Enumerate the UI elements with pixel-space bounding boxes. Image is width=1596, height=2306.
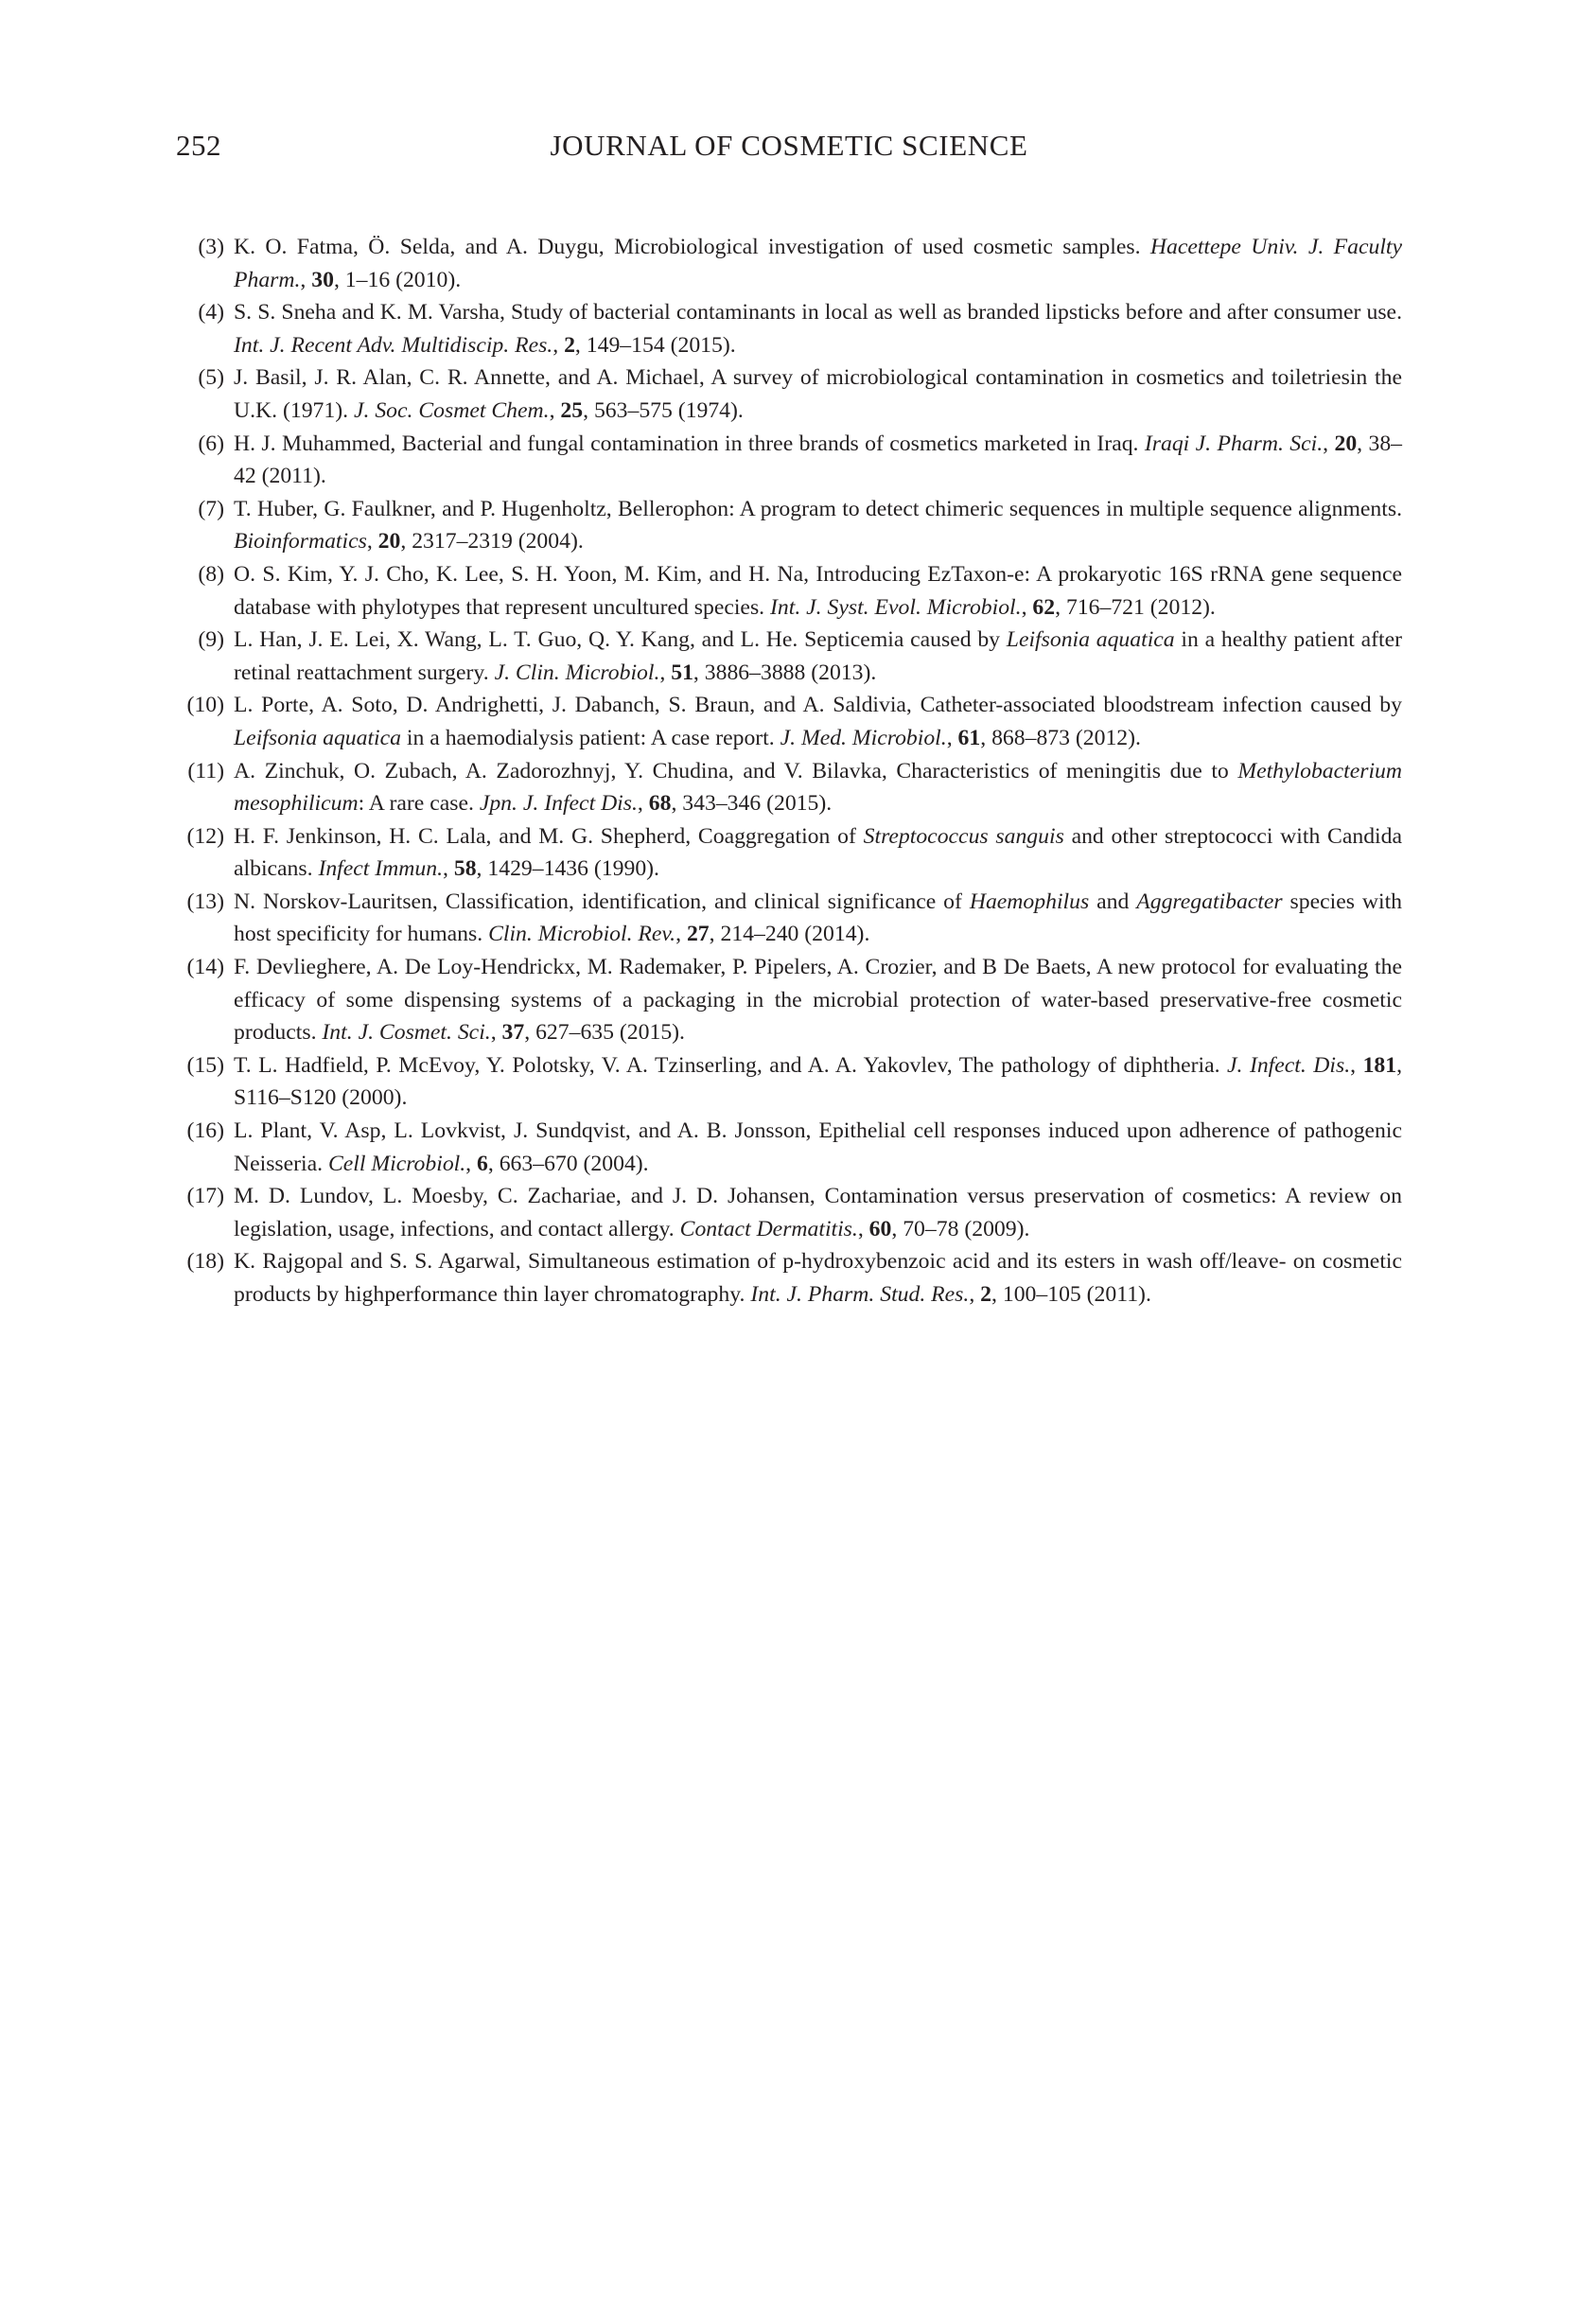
reference-text-run: J. Basil, J. R. Alan, C. R. Annette, and A. Michael, A survey of microbiological contamination in cosmetics and toiletriesin the U.K. (1971). <box>234 365 1402 423</box>
reference-text <box>234 820 1402 886</box>
reference-item <box>176 1180 1402 1245</box>
reference-text-run: L. Plant, V. Asp, L. Lovkvist, J. Sundqvist, and A. B. Jonsson, Epithelial cell responses induced upon adherence of pathogenic Neisseria. <box>234 1118 1402 1176</box>
reference-italic-run: Clin. Microbiol. Rev. <box>488 922 676 947</box>
reference-italic-run: Contact Dermatitis. <box>679 1216 858 1241</box>
reference-number: (12) <box>186 823 224 849</box>
reference-italic-run: Haemophilus <box>969 889 1090 914</box>
reference-item <box>176 493 1402 558</box>
reference-text-run: , <box>366 529 378 554</box>
reference-italic-run: Int. J. Recent Adv. Multidiscip. Res. <box>234 332 553 358</box>
reference-italic-run: Leifsonia aquatica <box>234 725 401 750</box>
reference-volume: 30 <box>311 267 334 292</box>
reference-number: (15) <box>186 1052 224 1078</box>
reference-text <box>234 624 1402 689</box>
reference-volume: 27 <box>686 922 710 947</box>
reference-volume: 60 <box>868 1216 892 1241</box>
reference-item <box>176 361 1402 427</box>
reference-italic-run: J. Med. Microbiol. <box>780 725 947 750</box>
reference-text-run: , <box>946 725 958 750</box>
reference-text-run: in a healthy patient after retinal reattachment surgery. <box>234 627 1402 685</box>
reference-italic-run: Iraqi J. Pharm. Sci. <box>1144 431 1324 456</box>
reference-text <box>234 1180 1402 1245</box>
reference-text <box>234 493 1402 558</box>
reference-text-run: , 716–721 (2012). <box>1055 594 1216 620</box>
reference-number: (11) <box>187 758 224 783</box>
reference-italic-run: J. Clin. Microbiol. <box>494 660 660 685</box>
reference-item <box>176 755 1402 820</box>
reference-volume: 58 <box>453 856 477 882</box>
reference-text-run: , 563–575 (1974). <box>583 397 744 423</box>
reference-text-run: , 3886–3888 (2013). <box>693 660 877 685</box>
reference-item <box>176 1049 1402 1115</box>
reference-volume: 6 <box>477 1151 488 1176</box>
reference-text-run: , <box>490 1020 502 1046</box>
reference-text-run: , 2317–2319 (2004). <box>400 529 584 554</box>
reference-text <box>234 296 1402 361</box>
reference-italic-run: Jpn. J. Infect Dis. <box>479 791 638 817</box>
reference-text-run: , <box>659 660 672 685</box>
reference-text <box>234 1245 1402 1311</box>
reference-item <box>176 231 1402 296</box>
page-header <box>176 129 1402 170</box>
reference-text-run: , <box>637 791 649 817</box>
reference-text-run: , <box>552 332 565 358</box>
reference-item <box>176 1115 1402 1180</box>
reference-text <box>234 1049 1402 1115</box>
reference-item <box>176 951 1402 1049</box>
reference-volume: 37 <box>501 1020 525 1046</box>
reference-italic-run: J. Infect. Dis. <box>1227 1052 1351 1078</box>
reference-text-run: T. L. Hadfield, P. McEvoy, Y. Polotsky, V. A. Tzinserling, and A. A. Yakovlev, The pathology of diphtheria. <box>234 1052 1228 1078</box>
reference-text-run: and other streptococci with Candida albicans. <box>234 823 1402 882</box>
reference-item <box>176 624 1402 689</box>
reference-text-run: A. Zinchuk, O. Zubach, A. Zadorozhnyj, Y. Chudina, and V. Bilavka, Characteristics of meningitis due to <box>234 758 1238 783</box>
reference-volume: 68 <box>648 791 672 817</box>
reference-text-run: , <box>1323 431 1335 456</box>
reference-text-run: L. Han, J. E. Lei, X. Wang, L. T. Guo, Q. Y. Kang, and L. He. Septicemia caused by <box>234 627 1007 653</box>
reference-text-run: T. Huber, G. Faulkner, and P. Hugenholtz, Bellerophon: A program to detect chimeric sequences in multiple sequence alignments. <box>234 496 1402 521</box>
reference-text-run: species with host specificity for humans. <box>234 889 1403 947</box>
reference-text-run: S. S. Sneha and K. M. Varsha, Study of bacterial contaminants in local as well as branded lipsticks before and after consumer use. <box>234 300 1402 326</box>
reference-item <box>176 689 1402 754</box>
reference-number: (7) <box>198 496 224 521</box>
reference-text-run: , 343–346 (2015). <box>671 791 833 817</box>
reference-text-run: , <box>465 1151 478 1176</box>
reference-number: (6) <box>198 431 224 456</box>
reference-text-run: , <box>1350 1052 1363 1078</box>
reference-italic-run: Int. J. Syst. Evol. Microbiol. <box>770 594 1022 620</box>
reference-italic-run: Int. J. Pharm. Stud. Res. <box>750 1282 970 1307</box>
reference-text-run: , <box>549 397 561 423</box>
reference-text <box>234 951 1402 1049</box>
reference-text <box>234 361 1402 427</box>
reference-text <box>234 231 1402 296</box>
reference-text <box>234 689 1402 754</box>
reference-italic-run: Streptococcus sanguis <box>863 823 1064 849</box>
reference-text-run: , <box>1021 594 1033 620</box>
reference-italic-run: Cell Microbiol. <box>327 1151 466 1176</box>
reference-number: (17) <box>186 1184 224 1209</box>
reference-number: (18) <box>186 1249 224 1275</box>
reference-number: (13) <box>186 889 224 914</box>
reference-text-run: , <box>300 267 312 292</box>
reference-text-run: K. O. Fatma, Ö. Selda, and A. Duygu, Microbiological investigation of used cosmetic samples. <box>234 235 1150 259</box>
reference-italic-run: Bioinformatics <box>234 529 367 554</box>
reference-item <box>176 886 1402 951</box>
reference-text-run: , 149–154 (2015). <box>574 332 736 358</box>
reference-volume: 181 <box>1362 1052 1397 1078</box>
reference-italic-run: Leifsonia aquatica <box>1006 627 1175 653</box>
reference-text-run: N. Norskov-Lauritsen, Classification, identification, and clinical significance of <box>234 889 970 914</box>
reference-text-run: , 100–105 (2011). <box>991 1282 1151 1307</box>
reference-text-run: : A rare case. <box>358 791 480 817</box>
reference-text-run: , 627–635 (2015). <box>524 1020 685 1046</box>
reference-text-run: , <box>969 1282 981 1307</box>
reference-number: (3) <box>198 235 224 259</box>
reference-text-run: F. Devlieghere, A. De Loy-Hendrickx, M. Rademaker, P. Pipelers, A. Crozier, and B De Baets, A new protocol for evaluating the efficacy of some dispensing systems of a packaging in the microbial protection of water-based preservative-free cosmetic products. <box>234 955 1402 1046</box>
reference-text <box>234 886 1402 951</box>
reference-text-run: H. J. Muhammed, Bacterial and fungal contamination in three brands of cosmetics marketed in Iraq. <box>234 431 1145 456</box>
reference-number: (14) <box>186 955 224 980</box>
reference-text-run: , 70–78 (2009). <box>891 1216 1030 1241</box>
reference-number: (16) <box>186 1118 224 1144</box>
reference-volume: 2 <box>980 1282 991 1307</box>
reference-italic-run: Infect Immun. <box>318 856 444 882</box>
reference-text-run: and <box>1089 889 1137 914</box>
reference-text <box>234 558 1402 624</box>
reference-text-run: L. Porte, A. Soto, D. Andrighetti, J. Dabanch, S. Braun, and A. Saldivia, Catheter-associated bloodstream infection caused by <box>234 693 1402 718</box>
reference-volume: 25 <box>560 397 584 423</box>
reference-number: (4) <box>198 300 224 326</box>
reference-list <box>176 231 1402 1311</box>
reference-text <box>234 755 1402 820</box>
reference-number: (10) <box>186 693 224 718</box>
reference-number: (8) <box>198 561 224 587</box>
reference-item <box>176 558 1402 624</box>
reference-number: (5) <box>198 365 224 391</box>
reference-text-run: K. Rajgopal and S. S. Agarwal, Simultaneous estimation of p-hydroxybenzoic acid and its esters in wash off/leave- on cosmetic products by highperformance thin layer chromatography. <box>234 1249 1402 1307</box>
reference-volume: 61 <box>957 725 981 750</box>
reference-volume: 20 <box>377 529 401 554</box>
reference-text <box>234 1115 1402 1180</box>
reference-text-run: , 214–240 (2014). <box>709 922 870 947</box>
reference-volume: 51 <box>671 660 693 685</box>
reference-italic-run: Hacettepe Univ. J. Faculty Pharm. <box>234 235 1402 292</box>
reference-volume: 62 <box>1032 594 1056 620</box>
reference-text-run: M. D. Lundov, L. Moesby, C. Zachariae, and J. D. Johansen, Contamination versus preservation of cosmetics: A review on legislation, usage, infections, and contact allergy. <box>234 1184 1402 1241</box>
reference-italic-run: J. Soc. Cosmet Chem. <box>353 397 550 423</box>
reference-text-run: in a haemodialysis patient: A case report. <box>401 725 780 750</box>
reference-item <box>176 1245 1402 1311</box>
reference-text <box>234 428 1402 493</box>
reference-text-run: , 663–670 (2004). <box>487 1151 649 1176</box>
reference-item <box>176 820 1402 886</box>
running-title: JOURNAL OF COSMETIC SCIENCE <box>550 129 1028 162</box>
reference-text-run: , <box>675 922 687 947</box>
page-number: 252 <box>176 129 221 162</box>
reference-text-run: O. S. Kim, Y. J. Cho, K. Lee, S. H. Yoon, M. Kim, and H. Na, Introducing EzTaxon-e: A prokaryotic 16S rRNA gene sequence database with phylotypes that represent uncultured species. <box>234 561 1402 620</box>
reference-italic-run: Methylobacterium mesophilicum <box>234 758 1402 817</box>
reference-text-run: , S116–S120 (2000). <box>234 1052 1403 1111</box>
reference-volume: 20 <box>1334 431 1358 456</box>
reference-italic-run: Int. J. Cosmet. Sci. <box>322 1020 491 1046</box>
reference-text-run: , 868–873 (2012). <box>980 725 1141 750</box>
reference-italic-run: Aggregatibacter <box>1136 889 1283 914</box>
reference-item <box>176 428 1402 493</box>
reference-text-run: , <box>857 1216 869 1241</box>
reference-text-run: , 38–42 (2011). <box>234 431 1403 489</box>
reference-text-run: , 1429–1436 (1990). <box>476 856 659 882</box>
reference-number: (9) <box>198 627 224 653</box>
reference-text-run: H. F. Jenkinson, H. C. Lala, and M. G. Shepherd, Coaggregation of <box>234 823 864 849</box>
reference-item <box>176 296 1402 361</box>
reference-text-run: , 1–16 (2010). <box>333 267 462 292</box>
reference-text-run: , <box>443 856 454 882</box>
reference-volume: 2 <box>564 332 575 358</box>
